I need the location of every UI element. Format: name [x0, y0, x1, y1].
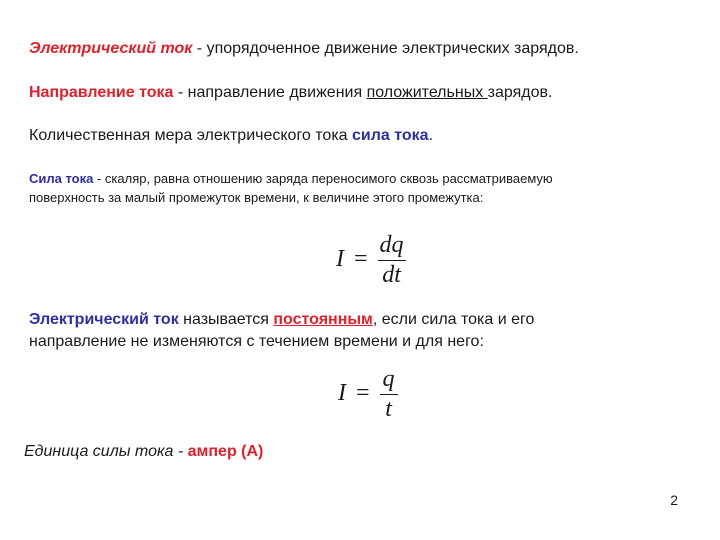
definition-current [29, 40, 579, 58]
term-electric-current-2: Электрический ток [29, 311, 179, 328]
quantitative-measure [29, 127, 433, 145]
definition-strength-1 [29, 171, 553, 186]
measure-text: Количественная мера электрического тока [29, 127, 353, 144]
term-current-direction: Направление тока [29, 84, 174, 101]
unit-text: Единица силы тока - [24, 443, 188, 460]
formula1-lhs: I [336, 246, 344, 273]
direction-text: - направление движения [173, 84, 367, 101]
constant-rest-1: , если сила тока и его [372, 311, 535, 328]
unit-line [24, 443, 263, 461]
constant-current-2 [29, 333, 484, 351]
formula2-fraction [380, 366, 398, 423]
constant-text: называется [178, 311, 274, 328]
term-electric-current: Электрический ток [29, 40, 193, 57]
formula2-denominator: t [385, 396, 392, 422]
formula1-denominator: dt [382, 262, 401, 288]
formula2-numerator: q [382, 366, 395, 392]
formula-ratio [338, 366, 398, 423]
term-constant: постоянным [273, 311, 373, 328]
formula1-fraction [378, 232, 406, 289]
strength-text-2: поверхность за малый промежуток времени, к величине этого промежутка: [29, 190, 484, 205]
page-number: 2 [670, 492, 678, 508]
direction-end: зарядов. [487, 84, 553, 101]
formula1-numerator: dq [379, 232, 404, 258]
formula1-equals: = [354, 246, 368, 273]
unit-ampere: ампер (А) [187, 443, 264, 460]
term-current-strength: сила тока [352, 127, 429, 144]
formula1-bar [378, 260, 406, 261]
definition-direction [29, 84, 552, 102]
formula-derivative [336, 232, 406, 289]
underlined-positive: положительных [366, 84, 488, 101]
definition-strength-2 [29, 190, 483, 205]
formula2-lhs: I [338, 380, 346, 407]
formula2-equals: = [356, 380, 370, 407]
constant-rest-2: направление не изменяются с течением времени и для него: [29, 333, 484, 350]
term-strength: Сила тока [29, 171, 94, 186]
constant-current-1 [29, 311, 534, 329]
strength-text-1: - скаляр, равна отношению заряда переносимого сквозь рассматриваемую [93, 171, 553, 186]
measure-end: . [428, 127, 434, 144]
formula2-bar [380, 394, 398, 395]
definition-current-text: - упорядоченное движение электрических зарядов. [192, 40, 579, 57]
